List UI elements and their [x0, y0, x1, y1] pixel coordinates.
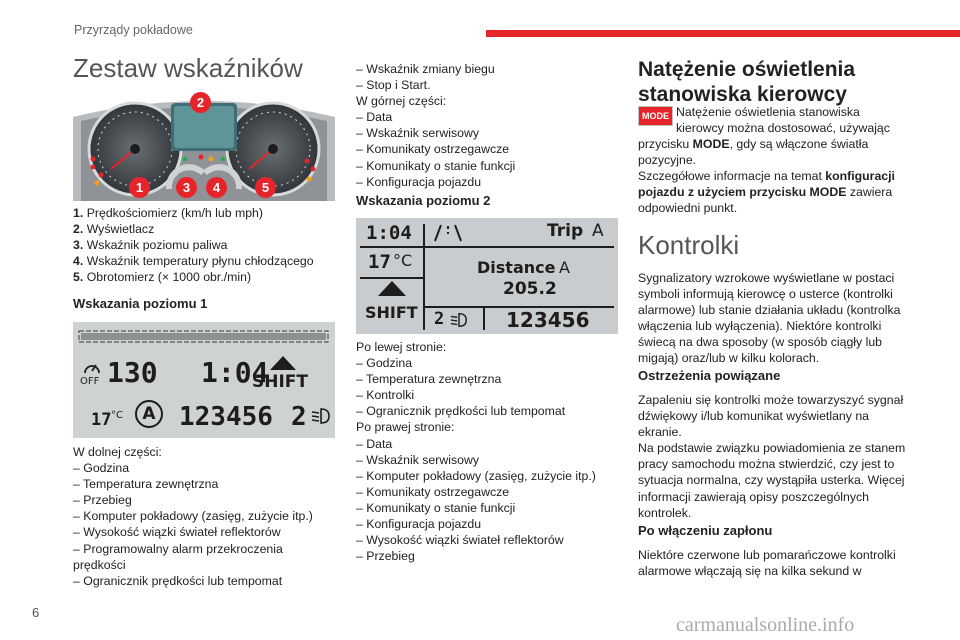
speed-limiter-icon	[83, 359, 101, 377]
watermark: carmanualsonline.info	[676, 614, 855, 636]
road-warning-icon	[432, 224, 464, 242]
list-line: – Przebieg	[73, 493, 132, 508]
legend-text: Wyświetlacz	[86, 222, 155, 237]
lcd1-speed: 130	[107, 356, 158, 389]
para-line: Zapaleniu się kontrolki może towarzyszyć sygnał	[638, 393, 904, 407]
lcd2-time: 1:04	[366, 222, 412, 244]
list-line: – Komunikaty ostrzegawcze	[356, 142, 510, 157]
list-line: – Data	[356, 110, 393, 125]
list-line: – Ogranicznik prędkości lub tempomat	[356, 404, 566, 419]
para-line: Szczegółowe informacje na temat konfiguracji	[638, 169, 895, 184]
list-line: – Ogranicznik prędkości lub tempomat	[73, 573, 283, 588]
lcd2-distance-label: Distance	[477, 258, 556, 277]
para-line: przycisku MODE, gdy są włączone światła	[638, 137, 869, 151]
list-line: – Przebieg	[356, 549, 415, 564]
legend-text: Wskaźnik poziomu paliwa	[86, 238, 228, 253]
lcd2-distance-value: 205.2	[503, 279, 557, 299]
section-title-zestaw: Zestaw wskaźników	[73, 53, 303, 83]
lcd2-beam-level: 2	[434, 309, 445, 329]
ostrzezenia-title: Ostrzeżenia powiązane	[638, 368, 781, 383]
lcd2-trip: Trip	[547, 221, 584, 241]
list-line: Po prawej stronie:	[356, 420, 455, 435]
para-line: symboli informują kierowcę o usterce (kontrolki	[638, 287, 893, 302]
lcd1-time: 1:04	[201, 356, 269, 389]
level2-title: Wskazania poziomu 2	[356, 193, 491, 208]
list-line: – Konfiguracja pojazdu	[356, 517, 482, 532]
po-wlaczeniu-para	[638, 547, 913, 579]
para-line: sytuacja normalna, czy wystąpiła usterka. Więcej	[638, 473, 905, 488]
headlamp-icon	[450, 311, 468, 329]
ostrzezenia-para	[638, 392, 913, 521]
legend-number: 3.	[73, 238, 84, 253]
legend-item	[73, 253, 335, 269]
list-line: – Komunikaty o stanie funkcji	[356, 500, 516, 515]
lcd1-auto-mode: A	[135, 400, 163, 428]
lcd2-temp-unit: °C	[393, 251, 413, 270]
legend-item	[73, 237, 335, 253]
lcd1-odometer: 123456	[179, 402, 273, 432]
para-line: Natężenie oświetlenia stanowiska	[676, 105, 860, 119]
list-line: – Wskaźnik serwisowy	[356, 126, 479, 141]
list-line: – Programowalny alarm przekroczenia	[73, 541, 283, 556]
section-title-kontrolki: Kontrolki	[638, 230, 740, 260]
lcd1-temp: 17	[91, 410, 112, 430]
mode-para-head	[676, 104, 890, 136]
running-header: Przyrządy pokładowe	[74, 23, 193, 37]
callout-3: 3	[176, 177, 197, 198]
callout-4: 4	[206, 177, 227, 198]
callout-5: 5	[255, 177, 276, 198]
off-label: OFF	[80, 376, 100, 387]
shift-arrow-icon	[378, 281, 406, 296]
para-line: pracy samochodu można stwierdzić, czy jest to	[638, 457, 895, 472]
cluster-legend	[73, 205, 335, 285]
lcd2-sides-list	[356, 339, 618, 564]
list-line: – Wskaźnik serwisowy	[356, 452, 479, 467]
section-title-natezenie	[638, 57, 855, 107]
lcd2-distance-id: A	[559, 258, 570, 277]
list-line: W górnej części:	[356, 94, 447, 109]
list-line: – Konfiguracja pojazdu	[356, 174, 482, 189]
list-line: Po lewej stronie:	[356, 340, 447, 354]
list-line: – Komunikaty ostrzegawcze	[356, 484, 510, 499]
lcd-level2-display	[356, 218, 618, 334]
para-line: kontrolek.	[638, 505, 692, 520]
list-line: prędkości	[73, 557, 126, 572]
list-line: – Wysokość wiązki świateł reflektorów	[73, 525, 281, 540]
para-line: Na podstawie związku powiadomienia ze stanem	[638, 441, 906, 456]
upper-area-list	[356, 61, 618, 190]
para-line: alarmowe) lub stanie działania układu (kontrolka	[638, 303, 901, 318]
list-line: – Komunikaty o stanie funkcji	[356, 158, 516, 173]
list-line: – Stop i Start.	[356, 78, 431, 93]
legend-text: Prędkościomierz (km/h lub mph)	[86, 206, 263, 220]
para-line: pozycyjne.	[638, 153, 697, 168]
para-line: alarmowe włączają się na kilka sekund w	[638, 564, 862, 579]
legend-text: Wskaźnik temperatury płynu chłodzącego	[86, 254, 314, 269]
lcd2-odometer: 123456	[506, 308, 590, 332]
lower-area-list	[73, 444, 335, 589]
para-line: odpowiedni punkt.	[638, 201, 738, 216]
callout-2: 2	[190, 92, 211, 113]
list-line: – Komputer pokładowy (zasięg, zużycie itp.)	[73, 509, 313, 524]
list-line: W dolnej części:	[73, 445, 162, 459]
list-line: – Kontrolki	[356, 388, 415, 403]
list-line: – Godzina	[356, 356, 413, 371]
po-wlaczeniu-title: Po włączeniu zapłonu	[638, 523, 773, 538]
callout-1: 1	[129, 177, 150, 198]
legend-item	[73, 221, 335, 237]
list-line: – Temperatura zewnętrzna	[356, 372, 502, 387]
legend-item	[73, 269, 335, 285]
lcd2-trip-id: A	[592, 221, 604, 241]
legend-number: 5.	[73, 270, 84, 285]
para-line: migają) oraz/lub w kilku kolorach.	[638, 351, 820, 366]
mode-button-icon	[638, 106, 673, 126]
legend-item	[73, 205, 335, 221]
list-line: – Wysokość wiązki świateł reflektorów	[356, 533, 564, 548]
para-line: świecą na dwa sposoby (w sposób ciągły lub	[638, 335, 883, 350]
para-line: pojazdu z użyciem przycisku MODE zawiera	[638, 185, 893, 200]
page-number: 6	[32, 605, 40, 620]
para-line: ekranie.	[638, 425, 682, 440]
lcd2-temp: 17	[368, 251, 391, 273]
title-line: stanowiska kierowcy	[638, 83, 847, 106]
para-line: włączenia lub wyłączenia). Niektóre kontrolki	[638, 319, 882, 334]
lcd-level1-display	[73, 322, 335, 438]
lcd1-shift: SHIFT	[252, 372, 309, 392]
list-line: – Komputer pokładowy (zasięg, zużycie itp.)	[356, 468, 596, 483]
title-line: Natężenie oświetlenia	[638, 58, 856, 81]
para-line: dźwiękowy i/lub komunikat wyświetlany na	[638, 409, 870, 424]
legend-text: Obrotomierz (× 1000 obr./min)	[86, 270, 252, 285]
para-line: kierowcy można dostosować, używając	[676, 121, 890, 136]
legend-number: 1.	[73, 206, 84, 220]
mode-para-body	[638, 136, 913, 216]
kontrolki-para	[638, 270, 913, 367]
para-line: informacji zawierają opisy poszczególnych	[638, 489, 870, 504]
list-line: – Wskaźnik zmiany biegu	[356, 62, 495, 76]
list-line: – Temperatura zewnętrzna	[73, 477, 219, 492]
list-line: – Data	[356, 436, 393, 451]
level1-title: Wskazania poziomu 1	[73, 296, 208, 311]
header-accent-bar	[486, 30, 960, 37]
lcd2-shift: SHIFT	[365, 303, 418, 322]
mode-badge: MODE	[638, 106, 673, 126]
shift-arrow-icon	[270, 356, 296, 370]
lcd1-beam-level: 2	[291, 402, 307, 432]
legend-number: 2.	[73, 222, 84, 237]
legend-number: 4.	[73, 254, 84, 269]
headlamp-icon	[311, 406, 331, 426]
para-line: Niektóre czerwone lub pomarańczowe kontrolki	[638, 548, 896, 562]
list-line: – Godzina	[73, 461, 130, 476]
para-line: Sygnalizatory wzrokowe wyświetlane w postaci	[638, 271, 895, 285]
lcd1-temp-unit: °C	[111, 410, 123, 421]
